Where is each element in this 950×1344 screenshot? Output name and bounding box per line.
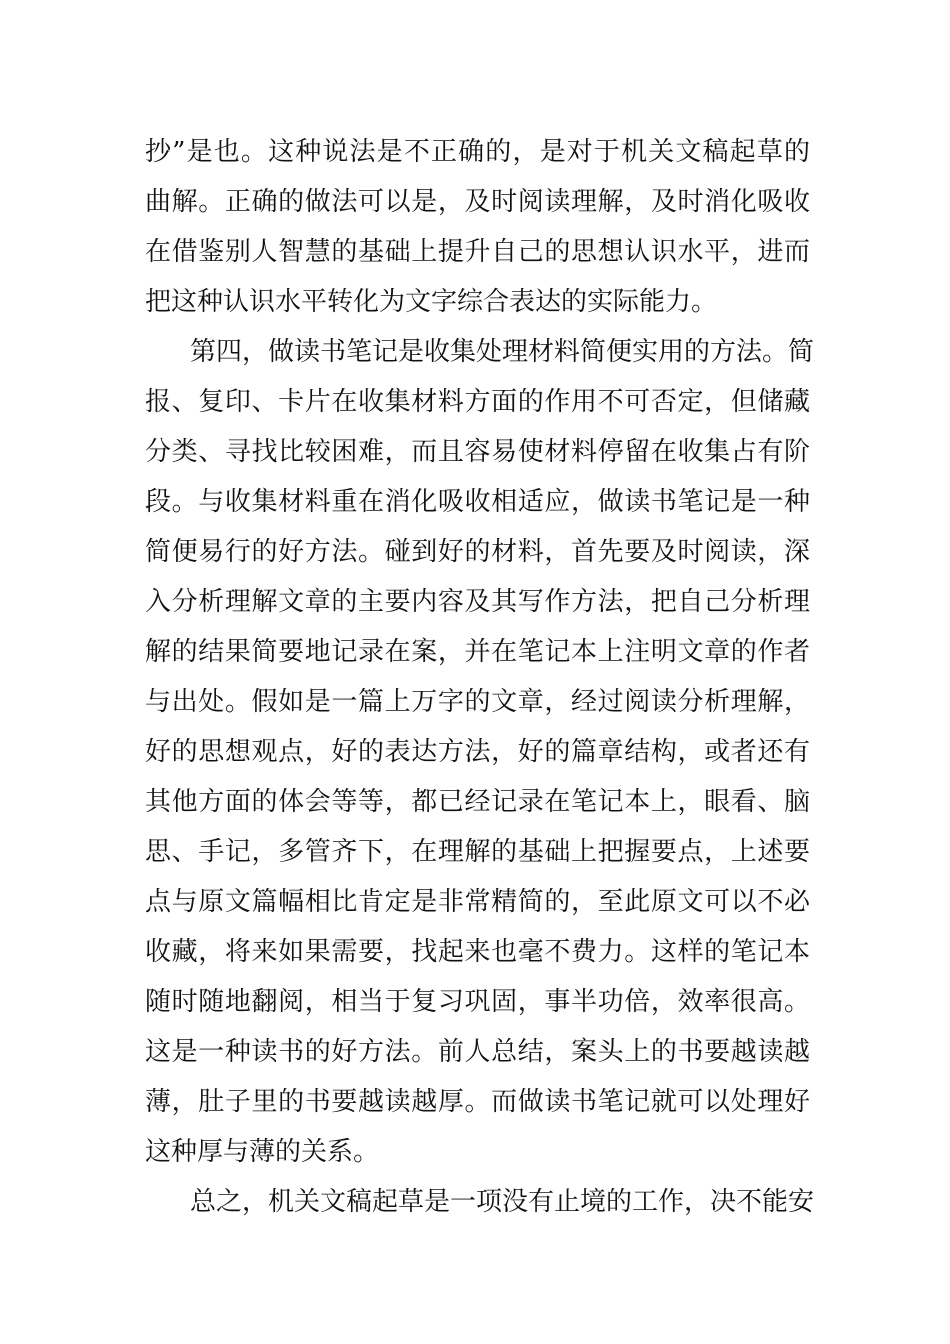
text-line-6: 报、复印、卡片在收集材料方面的作用不可否定，但储藏	[145, 387, 810, 417]
text-line-16: 点与原文篇幅相比肯定是非常精简的，至此原文可以不必	[145, 887, 810, 917]
text-line-7: 分类、寻找比较困难，而且容易使材料停留在收集占有阶	[145, 437, 810, 467]
text-line-10: 入分析理解文章的主要内容及其写作方法，把自己分析理	[145, 587, 810, 617]
text-line-19: 这是一种读书的好方法。前人总结，案头上的书要越读越	[145, 1037, 810, 1067]
text-line-22: 总之，机关文稿起草是一项没有止境的工作，决不能安	[190, 1187, 815, 1217]
text-line-5: 第四，做读书笔记是收集处理材料简便实用的方法。简	[190, 337, 815, 367]
text-line-9: 简便易行的好方法。碰到好的材料，首先要及时阅读，深	[145, 537, 810, 567]
text-line-14: 其他方面的体会等等，都已经记录在笔记本上，眼看、脑	[145, 787, 810, 817]
text-line-13: 好的思想观点，好的表达方法，好的篇章结构，或者还有	[145, 737, 810, 767]
text-line-2: 曲解。正确的做法可以是，及时阅读理解，及时消化吸收	[145, 187, 810, 217]
text-line-12: 与出处。假如是一篇上万字的文章，经过阅读分析理解，	[145, 687, 810, 717]
text-line-3: 在借鉴别人智慧的基础上提升自己的思想认识水平，进而	[145, 237, 810, 267]
text-line-18: 随时随地翻阅，相当于复习巩固，事半功倍，效率很高。	[145, 987, 810, 1017]
text-line-20: 薄，肚子里的书要越读越厚。而做读书笔记就可以处理好	[145, 1087, 810, 1117]
text-line-1: 抄”是也。这种说法是不正确的，是对于机关文稿起草的	[145, 137, 810, 167]
text-line-8: 段。与收集材料重在消化吸收相适应，做读书笔记是一种	[145, 487, 810, 517]
text-line-15: 思、手记，多管齐下，在理解的基础上把握要点，上述要	[145, 837, 810, 867]
text-line-21: 这种厚与薄的关系。	[145, 1137, 380, 1167]
text-line-11: 解的结果简要地记录在案，并在笔记本上注明文章的作者	[145, 637, 810, 667]
text-line-17: 收藏，将来如果需要，找起来也毫不费力。这样的笔记本	[145, 937, 810, 967]
text-line-4: 把这种认识水平转化为文字综合表达的实际能力。	[145, 287, 718, 317]
